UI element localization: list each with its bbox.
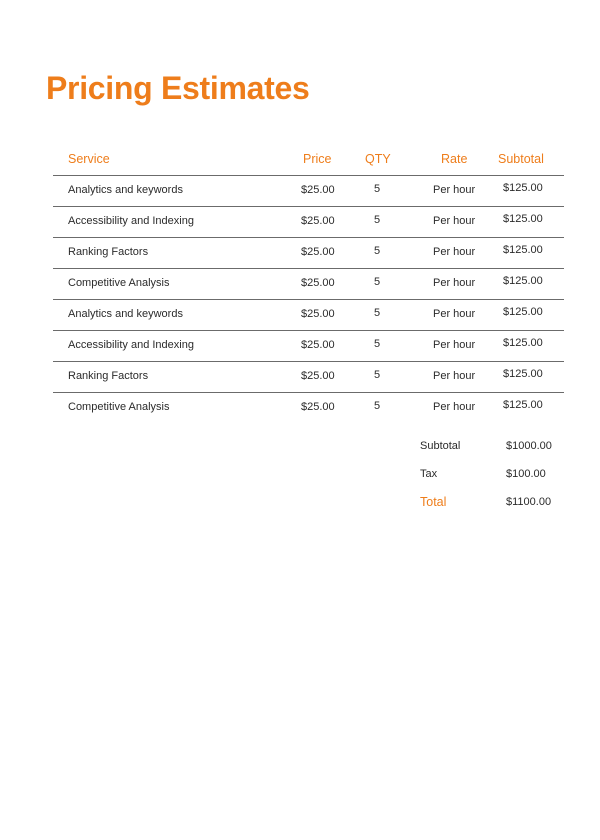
tax-value: $100.00 <box>506 468 546 480</box>
row-rate: Per hour <box>433 184 476 196</box>
row-qty: 5 <box>374 245 381 257</box>
subtotal-line <box>420 438 570 466</box>
row-price: $25.00 <box>301 215 335 227</box>
table-row <box>53 331 564 362</box>
table-row <box>53 207 564 238</box>
row-subtotal: $125.00 <box>503 399 543 411</box>
row-rate: Per hour <box>433 401 476 413</box>
row-subtotal: $125.00 <box>503 182 543 194</box>
table-row <box>53 269 564 300</box>
row-service: Ranking Factors <box>68 370 149 382</box>
header-subtotal: Subtotal <box>498 152 544 166</box>
total-label: Total <box>420 495 447 509</box>
row-rate: Per hour <box>433 339 476 351</box>
subtotal-value: $1000.00 <box>506 440 552 452</box>
row-qty: 5 <box>374 183 381 195</box>
row-service: Competitive Analysis <box>68 277 170 289</box>
row-service: Ranking Factors <box>68 246 149 258</box>
header-price: Price <box>303 152 332 166</box>
row-qty: 5 <box>374 400 381 412</box>
row-subtotal: $125.00 <box>503 213 543 225</box>
row-qty: 5 <box>374 369 381 381</box>
row-subtotal: $125.00 <box>503 306 543 318</box>
subtotal-label: Subtotal <box>420 440 461 452</box>
row-rate: Per hour <box>433 277 476 289</box>
row-qty: 5 <box>374 214 381 226</box>
row-rate: Per hour <box>433 308 476 320</box>
row-price: $25.00 <box>301 370 335 382</box>
row-price: $25.00 <box>301 401 335 413</box>
table-row <box>53 176 564 207</box>
row-qty: 5 <box>374 276 381 288</box>
row-rate: Per hour <box>433 246 476 258</box>
row-price: $25.00 <box>301 277 335 289</box>
row-price: $25.00 <box>301 339 335 351</box>
header-rate: Rate <box>441 152 468 166</box>
row-rate: Per hour <box>433 215 476 227</box>
row-subtotal: $125.00 <box>503 337 543 349</box>
row-subtotal: $125.00 <box>503 368 543 380</box>
table-row <box>53 238 564 269</box>
tax-label: Tax <box>420 468 438 480</box>
row-service: Analytics and keywords <box>68 308 183 320</box>
header-service: Service <box>68 152 110 166</box>
row-rate: Per hour <box>433 370 476 382</box>
row-price: $25.00 <box>301 246 335 258</box>
totals-block <box>420 438 570 522</box>
row-service: Competitive Analysis <box>68 401 170 413</box>
total-value: $1100.00 <box>506 496 552 508</box>
row-service: Analytics and keywords <box>68 184 183 196</box>
table-row <box>53 300 564 331</box>
row-price: $25.00 <box>301 184 335 196</box>
header-qty: QTY <box>365 152 391 166</box>
row-qty: 5 <box>374 307 381 319</box>
row-qty: 5 <box>374 338 381 350</box>
table-header <box>53 143 564 176</box>
row-subtotal: $125.00 <box>503 244 543 256</box>
row-subtotal: $125.00 <box>503 275 543 287</box>
table-row <box>53 362 564 393</box>
tax-line <box>420 466 570 494</box>
total-line <box>420 494 570 522</box>
table-row <box>53 393 564 423</box>
row-service: Accessibility and Indexing <box>68 339 194 351</box>
page-title: Pricing Estimates <box>46 70 310 106</box>
row-price: $25.00 <box>301 308 335 320</box>
pricing-table <box>53 143 564 423</box>
row-service: Accessibility and Indexing <box>68 215 194 227</box>
